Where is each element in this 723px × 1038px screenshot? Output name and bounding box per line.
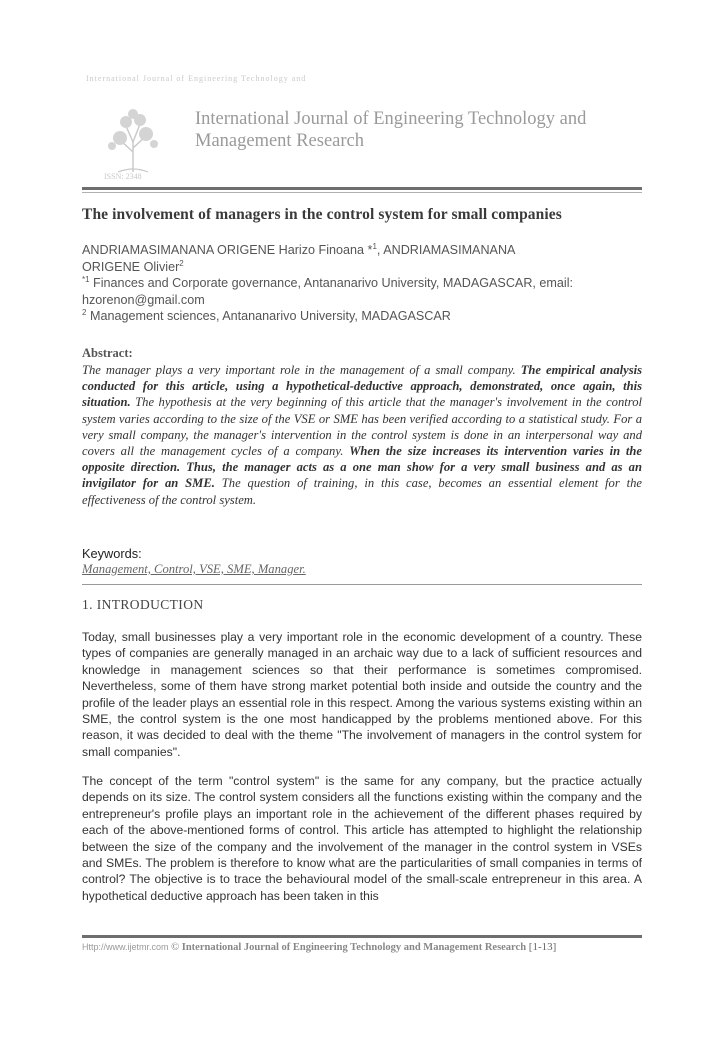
journal-title-line1: International Journal of Engineering Technology and — [195, 109, 587, 129]
authors-block — [82, 242, 642, 325]
affiliation-1: $^{*1}$ Finances and Corporate governance, Antananarivo University, MADAGASCAR, email: — [82, 274, 574, 290]
footer-journal-name: International Journal of Engineering Technology and Management Research — [181, 942, 527, 953]
article-title: The involvement of managers in the control system for small companies — [82, 206, 562, 223]
intro-paragraph-1: Today, small businesses play a very important role in the economic development of a country. These types of companies are generally managed in an archaic way due to a lack of sufficient resources and knowledge in management sciences so that their performance is sometimes compromised. Nevertheless, some of them have strong market potential both inside and outside the country and the profile of the leader plays an essential role in this respect. Among the various systems existing within an SME, the control system is the one most handicapped by the problems mentioned above. For this reason, it was decided to deal with the theme "The involvement of managers in the control system for small companies". — [82, 630, 642, 759]
footer-page-range: [1-13] — [526, 941, 557, 953]
journal-title — [195, 108, 665, 152]
intro-paragraph-2: The concept of the term "control system" is the same for any company, but the practice actually depends on its size. The control system considers all the functions existing within the company and the entrepreneur's profile plays an important role in the achievement of the different phases required by each of the above-mentioned forms of control. This article has attempted to highlight the relationship between the size of the company and the involvement of the manager in the control system in VSEs and SMEs. The problem is therefore to know what are the particularities of small companies in terms of control? The objective is to trace the behavioural model of the small-scale entrepreneur in this area. A hypothetical deductive approach has been taken in this — [82, 774, 642, 903]
keywords-list: Management, Control, VSE, SME, Manager. — [82, 562, 306, 576]
journal-logo-icon — [98, 102, 168, 180]
footer-copyright: © — [168, 942, 182, 953]
journal-title-line2: Management Research — [195, 131, 364, 151]
abstract-heading: Abstract: — [82, 346, 133, 360]
abstract-text: The manager plays a very important role in the management of a small company. The empirical analysis conducted for this article, using a hypothetical-deductive approach, demonstrated, once again, this situation. The hypothesis at the very beginning of this article that the manager's involvement in the control system varies according to the size of the VSE or SME has been verified according to a statistical study. For a very small company, the manager's intervention in the control system is done in an interpersonal way and covers all the management cycles of a company. When the size increases its intervention varies in the opposite direction. Thus, the manager acts as a one man show for a very small business and as an invigilator for an SME. The question of training, in this case, becomes an essential element for the effectiveness of the control system. — [82, 363, 643, 507]
author-email: hzorenon@gmail.com — [82, 292, 205, 307]
header-rule-thin — [82, 192, 642, 193]
header-rule — [82, 187, 642, 190]
page-footer — [82, 941, 642, 953]
keywords-heading: Keywords: — [82, 546, 142, 561]
authors-line-1: ANDRIAMASIMANANA ORIGENE Harizo Finoana *$^1$, ANDRIAMASIMANANA — [82, 241, 516, 257]
authors-line-2: ORIGENE Olivier$^2$ — [82, 258, 184, 274]
affiliation-2: $^2$ Management sciences, Antananarivo University, MADAGASCAR — [82, 307, 451, 323]
logo-caption: ISSN: 2348 — [104, 172, 142, 181]
footer-rule — [82, 935, 642, 938]
section-rule — [82, 584, 642, 585]
header-faded-note: International Journal of Engineering Technology and — [86, 74, 307, 83]
section-heading-introduction: 1. INTRODUCTION — [82, 597, 204, 612]
footer-url[interactable]: Http://www.ijetmr.com — [82, 942, 169, 952]
